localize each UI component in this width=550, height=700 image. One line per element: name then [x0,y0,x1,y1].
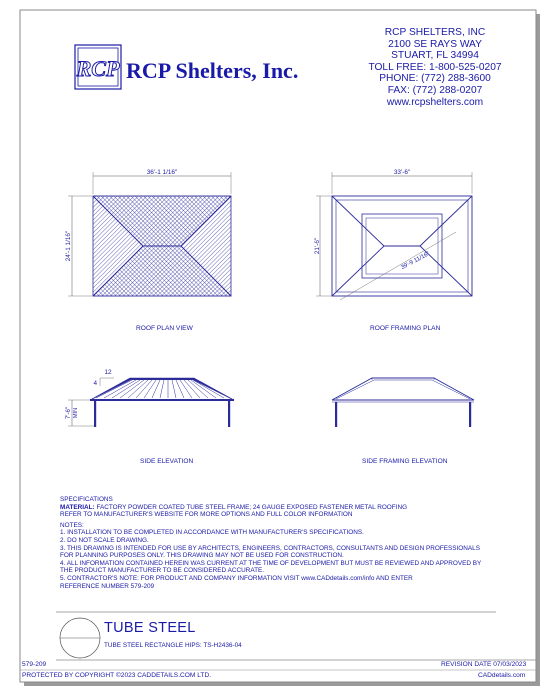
note-line: 1. INSTALLATION TO BE COMPLETED IN ACCORDANCE WITH MANUFACTURER'S SPECIFICATIONS. [60,529,364,537]
copyright-notice: PROTECTED BY COPYRIGHT ©2023 CADDETAILS.COM LTD. [22,672,212,679]
roof-plan-depth-dim: 24'-1 1/16" [65,230,72,262]
drawing-title: TUBE STEEL [104,620,196,636]
reference-number: 579-209 [22,661,47,668]
drawing-subtitle: TUBE STEEL RECTANGLE HIPS: TS-H2436-04 [104,642,242,649]
note-line: 3. THIS DRAWING IS INTENDED FOR USE BY ARCHITECTS, ENGINEERS, CONTRACTORS, CONSULTANTS AND DESIGN PROFESSIONALS [60,544,480,552]
side-elevation-caption: SIDE ELEVATION [140,458,194,465]
roof-framing-plan [310,168,490,318]
height-note: MIN [73,407,79,419]
revision-date: REVISION DATE 07/03/2023 [441,661,527,668]
framing-width-dim: 33'-6" [393,169,411,176]
pitch-rise: 4 [93,380,97,387]
roof-framing-caption: ROOF FRAMING PLAN [370,325,441,332]
roof-plan-view [60,168,260,318]
height-dim: 7'-6" [65,406,72,420]
note-line: FOR PLANNING PURPOSES ONLY. THIS DRAWING MAY NOT BE USED FOR CONSTRUCTION. [60,552,344,560]
company-website: www.rcpshelters.com [386,96,484,108]
spec-material [60,504,481,512]
note-line: REFERENCE NUMBER 579-209 [60,582,155,590]
company-line: PHONE: (772) 288-3600 [379,73,491,85]
company-contact [360,27,510,108]
company-line: RCP SHELTERS, INC [384,27,486,38]
roof-plan-width-dim: 36'-1 1/16" [146,169,178,176]
spec-refer: REFER TO MANUFACTURER'S WEBSITE FOR MORE OPTIONS AND FULL COLOR INFORMATION [60,511,353,519]
note-line: 2. DO NOT SCALE DRAWING. [60,536,149,544]
svg-text:RCP: RCP [76,56,120,81]
caddetails-brand[interactable]: CADdetails.com [478,672,526,679]
roof-plan-caption: ROOF PLAN VIEW [136,325,193,332]
notes-heading: NOTES: [60,521,84,529]
company-line: 2100 SE RAYS WAY [388,38,482,50]
rcp-logo-icon [74,44,124,92]
company-brand-name: RCP Shelters, Inc. [126,58,299,83]
framing-depth-dim: 21'-6" [314,237,321,255]
material-text: FACTORY POWDER COATED TUBE STEEL FRAME; 24 GAUGE EXPOSED FASTENER METAL ROOFING [94,503,408,511]
note-line: 4. ALL INFORMATION CONTAINED HEREIN WAS CURRENT AT THE TIME OF DEVELOPMENT BUT MUST BE REVIEWED AND APPROVED BY [60,559,482,567]
company-line: STUART, FL 34994 [391,50,479,62]
side-framing-elevation [310,360,490,440]
specifications-notes [60,496,481,590]
company-line: FAX: (772) 288-0207 [387,84,483,96]
pitch-run: 12 [104,369,112,376]
side-elevation [60,360,260,440]
company-line: TOLL FREE: 1-800-525-0207 [368,61,502,73]
material-label: MATERIAL: [60,503,95,511]
title-bubble-icon [58,616,102,660]
note-line: 5. CONTRACTOR'S NOTE: FOR PRODUCT AND COMPANY INFORMATION VISIT www.CADdetails.com/info AND ENTER [60,574,413,582]
note-line: THE PRODUCT MANUFACTURER TO BE CONSIDERED ACCURATE. [60,567,265,575]
side-framing-caption: SIDE FRAMING ELEVATION [362,458,448,465]
framing-diagonal-dim: 39'-9 11/16" [400,251,431,272]
spec-heading: SPECIFICATIONS [60,496,113,503]
